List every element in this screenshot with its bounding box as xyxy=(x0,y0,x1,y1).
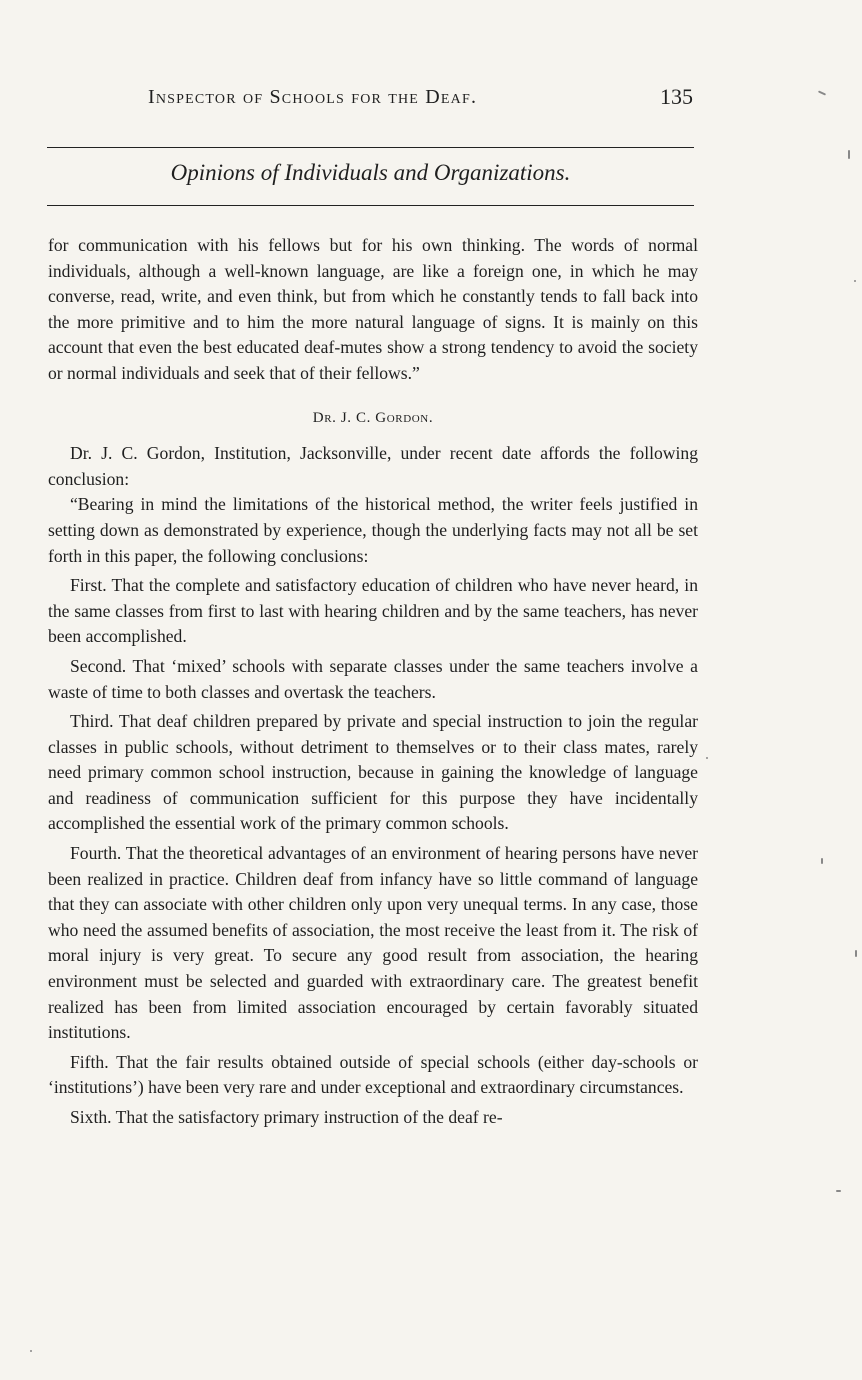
scan-speck xyxy=(821,858,823,864)
paragraph-first: First. That the complete and satisfactory education of children who have never heard, in the same classes from first to last with hearing children and by the same teachers, has never been accomplished. xyxy=(48,575,698,647)
byline: Dr. J. C. Gordon. xyxy=(312,409,434,426)
header-rule-top xyxy=(47,147,694,148)
paragraph-third: Third. That deaf children prepared by private and special instruction to join the regular classes in public schools, without detriment to themselves or to their class mates, rarely need primary common school instruction, because in gaining the knowledge of language and readiness of communication sufficient for this purpose they have incidentally accomplished the essential work of the primary common schools. xyxy=(48,711,698,834)
paragraph-second: Second. That ‘mixed’ schools with separate classes under the same teachers involve a waste of time to both classes and overtask the teachers. xyxy=(48,655,698,702)
scan-speck xyxy=(854,280,856,282)
header-rule-bottom xyxy=(47,205,694,206)
scan-speck xyxy=(836,1190,841,1192)
paragraph-sixth: Sixth. That the satisfactory primary instruction of the deaf re- xyxy=(70,1107,503,1127)
paragraph-fifth: Fifth. That the fair results obtained outside of special schools (either day-schools or ‘institutions’) have been very rare and under exceptional and extraordinary circumstances. xyxy=(48,1051,698,1098)
section-heading: Opinions of Individuals and Organizations. xyxy=(170,160,571,185)
page-number: 135 xyxy=(660,84,693,109)
paragraph-bearing-in-mind: “Bearing in mind the limitations of the historical method, the writer feels justified in setting down as demonstrated by experience, though the underlying facts may not all be set forth in this paper, the following conclusions: xyxy=(48,494,698,566)
paragraph-gordon-intro: Dr. J. C. Gordon, Institution, Jacksonville, under recent date affords the following conclusion: xyxy=(48,443,698,489)
scan-speck xyxy=(848,150,850,159)
scan-speck xyxy=(706,757,708,759)
paragraph-fourth: Fourth. That the theoretical advantages of an environment of hearing persons have never been realized in practice. Children deaf from infancy have so little command of language that they can associate with other children only upon very unequal terms. In any case, those who need the assumed benefits of association, the most receive the least from it. The risk of moral injury is very great. To secure any good result from association, the hearing environment must be selected and guarded with extraordinary care. The greatest benefit realized has been from limited association encouraged by certain favorably situated institutions. xyxy=(48,843,698,1043)
running-title: Inspector of Schools for the Deaf. xyxy=(148,86,478,108)
intro-paragraph: for communication with his fellows but for his own thinking. The words of normal individuals, although a well-known language, are like a foreign one, in which he may converse, read, write, and even think, but from which he constantly tends to fall back into the more primitive and to him the more natural language of signs. It is mainly on this account that even the best educated deaf-mutes show a strong tendency to avoid the society or normal individuals and seek that of their fellows.” xyxy=(48,235,698,383)
scan-speck xyxy=(30,1350,32,1352)
scan-speck xyxy=(818,90,826,95)
body-text xyxy=(48,233,698,1131)
scan-speck xyxy=(855,950,857,957)
running-header xyxy=(148,86,693,118)
